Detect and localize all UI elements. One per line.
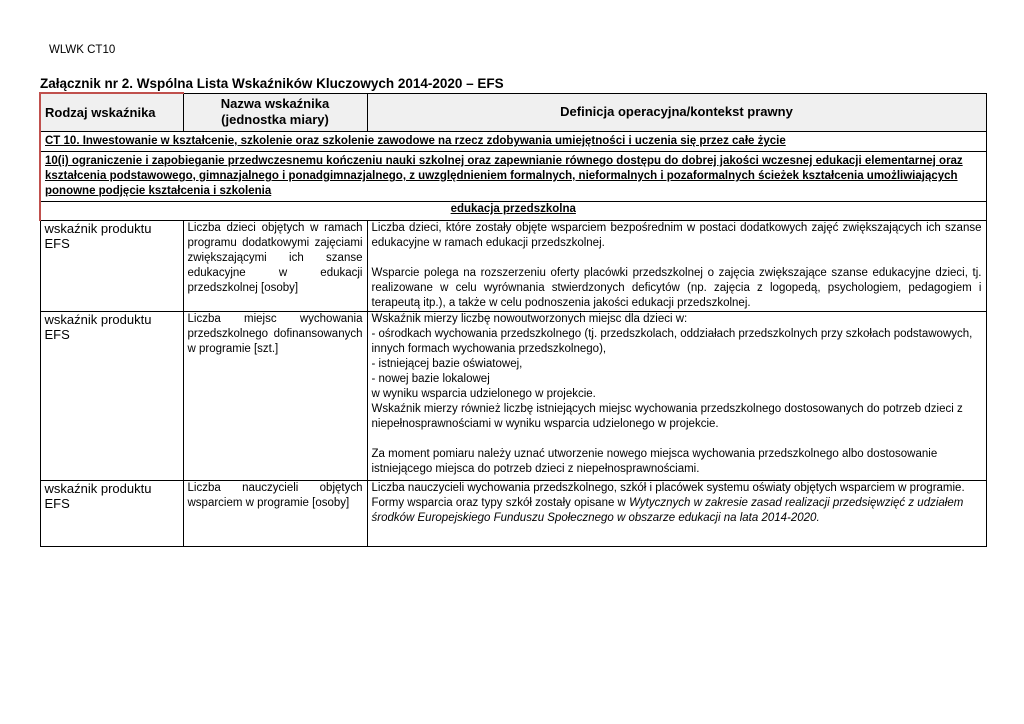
column-header-type: Rodzaj wskaźnika [40,93,183,132]
section-row [40,202,986,221]
definition-paragraph [372,496,982,526]
definition-line: - istniejącej bazie oświatowej, [371,358,523,370]
indicator-definition [367,221,986,312]
definition-paragraph: Liczba dzieci, które zostały objęte wsparciem bezpośrednim w postaci dodatkowych zajęć zwiększających ich szanse edukacyjne w ramach edukacji przedszkolnej. [371,222,982,249]
ct-row-text: CT 10. Inwestowanie w kształcenie, szkolenie oraz szkolenie zawodowe na rzecz zdobywania umiejętności i uczenia się przez całe życie [40,132,986,152]
definition-line: - ośrodkach wychowania przedszkolnego (tj. przedszkolach, oddziałach przedszkolnych przy szkołach podstawowych, innych formach wychowania przedszkolnego), [371,328,973,355]
definition-line: Wskaźnik mierzy również liczbę istniejących miejsc wychowania przedszkolnego dostosowanych do potrzeb dzieci z niepełnosprawnościami w wyniku wsparcia udzielonego w projekcie. [371,403,963,430]
column-header-definition: Definicja operacyjna/kontekst prawny [367,93,986,132]
indicators-table [39,92,987,547]
indicator-type: wskaźnik produktu EFS [40,221,183,312]
definition-line: Wskaźnik mierzy liczbę nowoutworzonych miejsc dla dzieci w: [371,313,688,325]
document-title: Załącznik nr 2. Wspólna Lista Wskaźników Kluczowych 2014-2020 – EFS [40,76,504,91]
ct-row [40,132,986,152]
priority-row-text: 10(i) ograniczenie i zapobieganie przedwczesnemu kończeniu nauki szkolnej oraz zapewnianie równego dostępu do dobrej jakości wczesnej edukacji elementarnej oraz kształcenia podstawowego, gimnazjalnego i ponadgimnazjalnego, z uwzględnieniem formalnych, nieformalnych i pozaformalnych ścieżek kształcenia umożliwiających ponowne podjęcie kształcenia i szkolenia [40,152,986,202]
indicator-name: Liczba dzieci objętych w ramach programu dodatkowymi zajęciami zwiększającymi ich szanse edukacyjne w edukacji przedszkolnej [osoby] [183,221,367,312]
definition-paragraph: Liczba nauczycieli wychowania przedszkolnego, szkół i placówek systemu oświaty objętych wsparciem w programie. [371,482,965,494]
definition-line: w wyniku wsparcia udzielonego w projekcie. [371,388,596,400]
indicator-definition [367,312,986,481]
guidelines-reference: Wytycznych w zakresie zasad realizacji przedsięwzięć z udziałem środków Europejskiego Funduszu Społecznego w obszarze edukacji na lata 2014-2020. [371,497,964,524]
column-header-name: Nazwa wskaźnika (jednostka miary) [183,93,367,132]
indicator-type: wskaźnik produktu EFS [40,481,183,547]
definition-text: Formy wsparcia oraz typy szkół zostały opisane w [371,497,630,509]
definition-paragraph: Wsparcie polega na rozszerzeniu oferty placówki przedszkolnej o zajęcia zwiększające szanse edukacyjne dzieci, tj. realizowane w celu wyrównania stwierdzonych deficytów (np. zajęcia z logopedą, psychologiem, pedagogiem i terapeutą itp.), a także w celu podnoszenia jakości edukacji przedszkolnej. [371,267,982,309]
indicator-name: Liczba nauczycieli objętych wsparciem w programie [osoby] [183,481,367,547]
priority-row [40,152,986,202]
table-row [40,221,986,312]
definition-line: - nowej bazie lokalowej [371,373,490,385]
table-row [40,312,986,481]
indicator-type: wskaźnik produktu EFS [40,312,183,481]
indicator-name: Liczba miejsc wychowania przedszkolnego dofinansowanych w programie [szt.] [183,312,367,481]
document-code: WLWK CT10 [49,44,116,56]
section-row-text: edukacja przedszkolna [40,202,986,221]
definition-paragraph: Za moment pomiaru należy uznać utworzenie nowego miejsca wychowania przedszkolnego albo dostosowanie istniejącego miejsca do potrzeb dzieci z niepełnosprawnościami. [371,448,938,475]
table-row [40,481,986,547]
indicator-definition [367,481,986,547]
table-header-row [40,93,986,132]
